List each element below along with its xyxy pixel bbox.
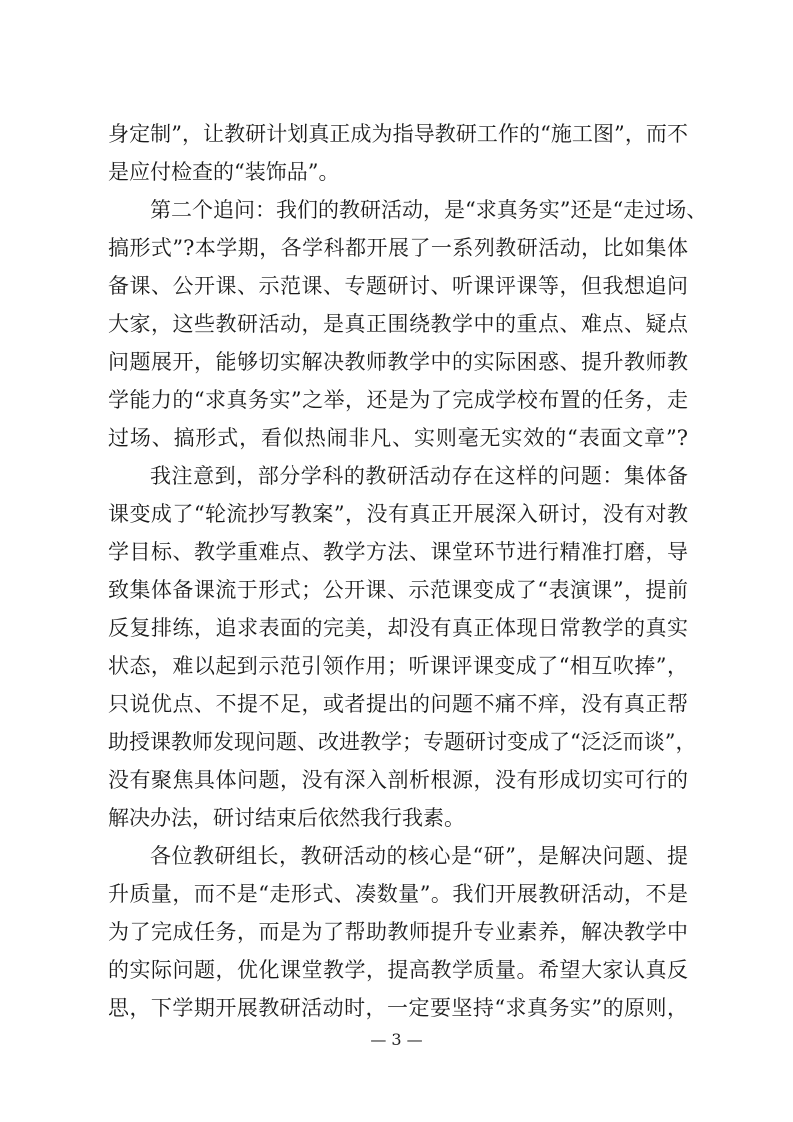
text-line: 升质量，而不是“走形式、凑数量”。我们开展教研活动，不是 <box>108 882 688 906</box>
text-line: 致集体备课流于形式；公开课、示范课变成了“表演课”，提前 <box>108 578 688 602</box>
text-line: 没有聚焦具体问题，没有深入剖析根源，没有形成切实可行的 <box>108 768 688 792</box>
text-line: 为了完成任务，而是为了帮助教师提升专业素养，解决教学中 <box>108 920 688 944</box>
text-line: 的实际问题，优化课堂教学，提高教学质量。希望大家认真反 <box>108 958 688 982</box>
text-line: 问题展开，能够切实解决教师教学中的实际困惑、提升教师教 <box>108 350 688 374</box>
text-line: 状态，难以起到示范引领作用；听课评课变成了“相互吹捧”， <box>108 654 688 678</box>
text-line: 第二个追问：我们的教研活动，是“求真务实”还是“走过场、 <box>150 198 708 222</box>
text-line: 各位教研组长，教研活动的核心是“研”，是解决问题、提 <box>150 844 688 868</box>
text-line: 身定制”，让教研计划真正成为指导教研工作的“施工图”，而不 <box>108 122 688 146</box>
text-line: 助授课教师发现问题、改进教学；专题研讨变成了“泛泛而谈”， <box>108 730 697 754</box>
text-line: 解决办法，研讨结束后依然我行我素。 <box>108 806 465 830</box>
text-line: 课变成了“轮流抄写教案”，没有真正开展深入研讨，没有对教 <box>108 502 688 526</box>
text-line: 反复排练，追求表面的完美，却没有真正体现日常教学的真实 <box>108 616 688 640</box>
text-line: 过场、搞形式，看似热闹非凡、实则毫无实效的“表面文章”? <box>108 426 688 450</box>
text-line: 搞形式”?本学期，各学科都开展了一系列教研活动，比如集体 <box>108 236 688 260</box>
text-line: 学目标、教学重难点、教学方法、课堂环节进行精准打磨，导 <box>108 540 688 564</box>
text-line: 思，下学期开展教研活动时，一定要坚持“求真务实”的原则， <box>108 996 688 1020</box>
text-line: 只说优点、不提不足，或者提出的问题不痛不痒，没有真正帮 <box>108 692 688 716</box>
text-line: 我注意到，部分学科的教研活动存在这样的问题：集体备 <box>150 464 688 488</box>
text-line: 是应付检查的“装饰品”。 <box>108 160 340 184</box>
text-line: 学能力的“求真务实”之举，还是为了完成学校布置的任务，走 <box>108 388 688 412</box>
text-line: 备课、公开课、示范课、专题研讨、听课评课等，但我想追问 <box>108 274 688 298</box>
text-line: 大家，这些教研活动，是真正围绕教学中的重点、难点、疑点 <box>108 312 688 336</box>
page-number: — 3 — <box>370 1030 423 1049</box>
